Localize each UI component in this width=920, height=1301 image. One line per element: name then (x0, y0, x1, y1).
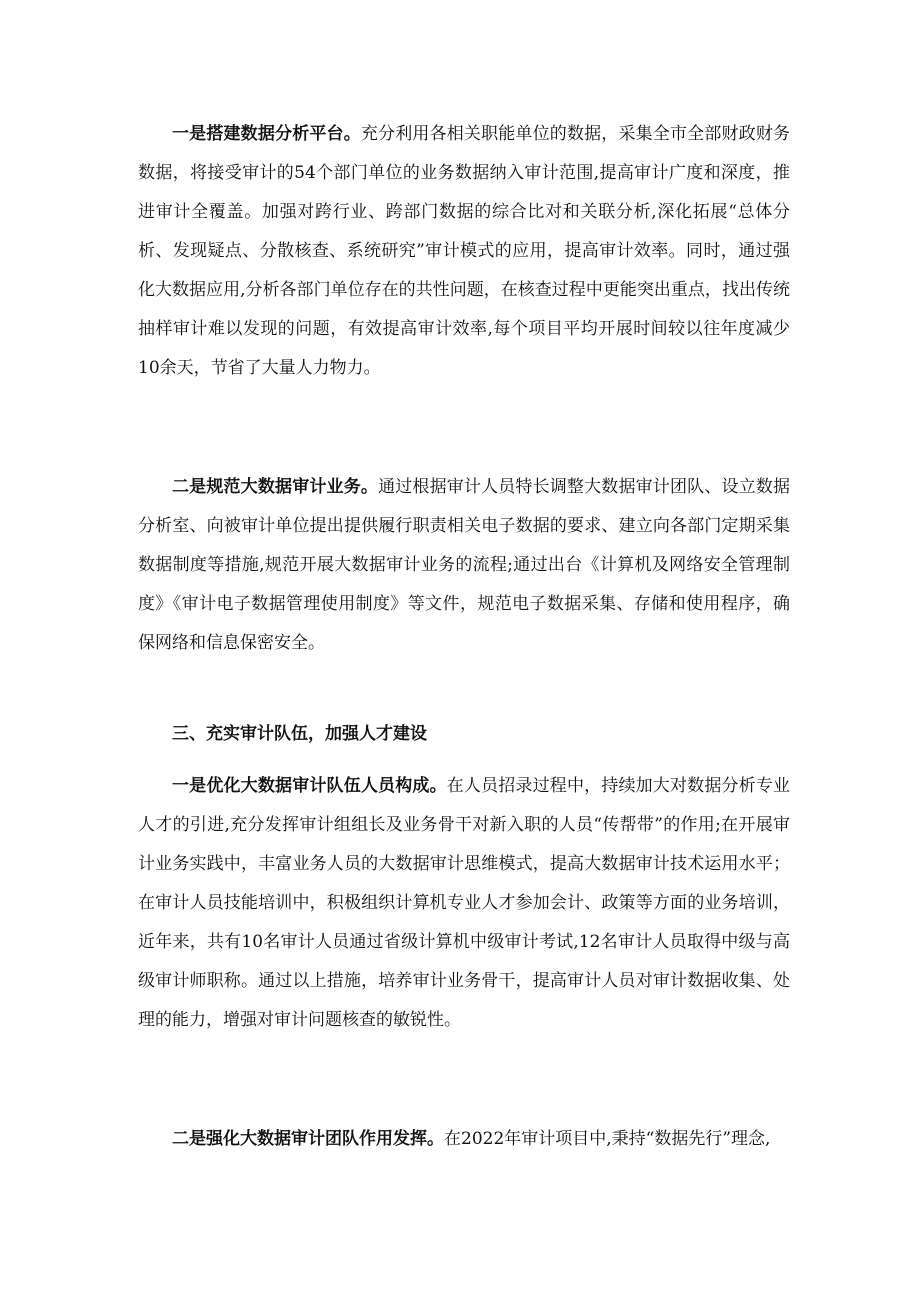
paragraph-lead: 一是搭建数据分析平台。 (172, 124, 361, 144)
paragraph-lead: 二是规范大数据审计业务。 (172, 477, 379, 497)
section-heading: 三、充实审计队伍，加强人才建设 (172, 724, 427, 744)
paragraph-data-platform (138, 115, 790, 388)
paragraph-optimize-team (138, 767, 790, 1040)
paragraph-body: 在人员招录过程中，持续加大对数据分析专业人才的引进,充分发挥审计组组长及业务骨干对新入职的人员“传帮带”的作用;在开展审计业务实践中，丰富业务人员的大数据审计思维模式，提高大数据审计技术运用水平；在审计人员技能培训中，积极组织计算机专业人才参加会计、政策等方面的业务培训，近年来，共有10名审计人员通过省级计算机中级审计考试,12名审计人员取得中级与高级审计师职称。通过以上措施，培养审计业务骨干，提高审计人员对审计数据收集、处理的能力，增强对审计问题核查的敏锐性。 (138, 776, 791, 1030)
paragraph-standardize-audit (138, 468, 790, 663)
paragraph-body: 在2022年审计项目中,秉持“数据先行”理念, (444, 1129, 771, 1149)
paragraph-lead: 一是优化大数据审计队伍人员构成。 (172, 776, 447, 796)
paragraph-strengthen-team (138, 1120, 790, 1159)
paragraph-body: 通过根据审计人员特长调整大数据审计团队、设立数据分析室、向被审计单位提出提供履行职责相关电子数据的要求、建立向各部门定期采集数据制度等措施,规范开展大数据审计业务的流程;通过出台《计算机及网络安全管理制度》《审计电子数据管理使用制度》等文件，规范电子数据采集、存储和使用程序，确保网络和信息保密安全。 (138, 477, 791, 653)
paragraph-body: 充分利用各相关职能单位的数据，采集全市全部财政财务数据，将接受审计的54个部门单位的业务数据纳入审计范围,提高审计广度和深度，推进审计全覆盖。加强对跨行业、跨部门数据的综合比对和关联分析,深化拓展“总体分析、发现疑点、分散核查、系统研究”审计模式的应用，提高审计效率。同时，通过强化大数据应用,分析各部门单位存在的共性问题，在核查过程中更能突出重点，找出传统抽样审计难以发现的问题，有效提高审计效率,每个项目平均开展时间较以往年度减少10余天，节省了大量人力物力。 (138, 124, 791, 378)
paragraph-lead: 二是强化大数据审计团队作用发挥。 (172, 1129, 444, 1149)
